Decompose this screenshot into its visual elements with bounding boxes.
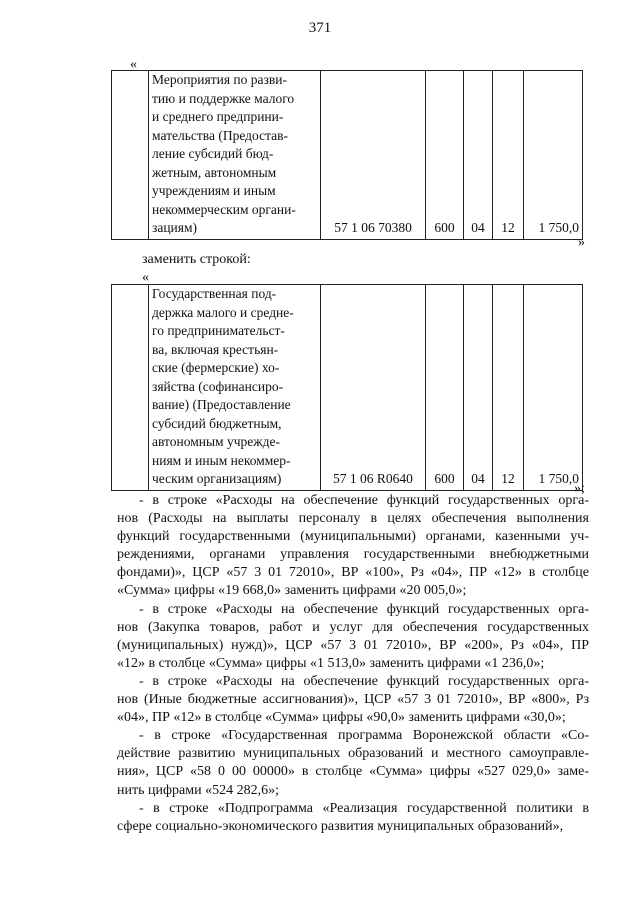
cell-pr: 12: [493, 71, 524, 240]
description-line: держка малого и средне-: [152, 304, 294, 320]
text-line: нов (Расходы на выплаты персоналу в целях обеспечения выполнения: [117, 511, 589, 527]
description-line: Мероприятия по разви-: [152, 72, 287, 87]
cell-csr: 57 1 06 R0640: [321, 285, 426, 491]
text-line: нов (Иные бюджетные ассигнования)», ЦСР «57 3 01 72010», ВР «800», Рз: [117, 692, 589, 708]
text-line: сфере социально-экономического развития муниципальных образований»,: [117, 818, 564, 834]
text-line: - в строке «Подпрограмма «Реализация государственной политики в: [139, 800, 589, 816]
page-number: 371: [308, 20, 332, 36]
close-quote-2: »;: [574, 481, 585, 496]
text-line: «12» в столбце «Сумма» цифры «1 513,0» заменить цифрами «1 236,0»;: [117, 655, 545, 671]
amendment-paragraph: [117, 492, 589, 601]
text-line: реждениями, органами управления государственными внебюджетными: [117, 547, 589, 563]
text-line: нов (Закупка товаров, работ и услуг для обеспечения государственных: [117, 619, 589, 635]
old-row-table: [111, 70, 583, 240]
table-row: [112, 285, 583, 491]
description-line: и среднего предприни-: [152, 109, 284, 124]
text-line: - в строке «Расходы на обеспечение функций государственных орга-: [139, 673, 589, 689]
cell-vr: 600: [426, 71, 464, 240]
description-line: автономным учрежде-: [152, 434, 280, 449]
text-line: действие развитию муниципальных образований и местного самоуправле-: [117, 746, 589, 762]
amendment-paragraph: [117, 727, 589, 799]
text-line: ния», ЦСР «58 0 00 00000» в столбце «Сумма» цифры «527 029,0» заме-: [117, 764, 589, 780]
open-quote-1: «: [130, 57, 137, 72]
description-line: зяйства (софинансиро-: [152, 378, 284, 394]
cell-sum: 1 750,0: [524, 285, 583, 491]
amendment-paragraph: [117, 601, 589, 673]
description-line: вание) (Предоставление: [152, 397, 291, 412]
open-quote-2: «: [142, 270, 149, 285]
text-line: фондами)», ЦСР «57 3 01 72010», ВР «100», Рз «04», ПР «12» в столбце: [117, 565, 589, 581]
cell-sum: 1 750,0: [524, 71, 583, 240]
amendment-text: [117, 492, 589, 836]
description-line: некоммерческим органи-: [152, 201, 296, 217]
description-line: Государственная под-: [152, 286, 277, 301]
description-line: жетным, автономным: [152, 164, 277, 180]
description-line: мательства (Предостав-: [152, 127, 289, 143]
close-quote-1: »: [578, 235, 585, 250]
text-line: «Сумма» цифры «19 668,0» заменить цифрами «20 005,0»;: [117, 583, 467, 599]
description-line: ские (фермерские) хо-: [152, 360, 280, 375]
text-line: - в строке «Государственная программа Воронежской области «Со-: [139, 728, 589, 744]
description-line: ление субсидий бюд-: [152, 146, 274, 161]
replace-label: заменить строкой:: [142, 252, 251, 267]
new-row-table: [111, 284, 583, 491]
cell-description: [149, 285, 321, 491]
description-line: учреждениям и иным: [152, 183, 276, 198]
text-line: «04», ПР «12» в столбце «Сумма» цифры «90,0» заменить цифрами «30,0»;: [117, 710, 566, 726]
cell-csr: 57 1 06 70380: [321, 71, 426, 240]
cell-empty: [112, 285, 149, 491]
description-line: го предпринимательст-: [152, 323, 285, 338]
amendment-paragraph: [117, 800, 589, 836]
description-line: зациям): [152, 220, 198, 235]
cell-rz: 04: [464, 71, 493, 240]
cell-description: [149, 71, 321, 240]
text-line: нить цифрами «524 282,6»;: [117, 782, 279, 798]
text-line: (муниципальных) нужд)», ЦСР «57 3 01 72010», ВР «200», Рз «04», ПР: [117, 637, 589, 653]
text-line: функций государственными (муниципальными) органами, казенными уч-: [117, 529, 589, 545]
table-row: [112, 71, 583, 240]
text-line: - в строке «Расходы на обеспечение функций государственных орга-: [139, 601, 589, 617]
description-line: ниям и иным некоммер-: [152, 452, 291, 468]
description-line: субсидий бюджетным,: [152, 415, 282, 431]
cell-pr: 12: [493, 285, 524, 491]
description-line: ва, включая крестьян-: [152, 341, 279, 357]
cell-vr: 600: [426, 285, 464, 491]
description-line: ческим организациям): [152, 471, 282, 486]
cell-empty: [112, 71, 149, 240]
text-line: - в строке «Расходы на обеспечение функций государственных орга-: [139, 493, 589, 508]
amendment-paragraph: [117, 673, 589, 727]
description-line: тию и поддержке малого: [152, 90, 295, 106]
cell-rz: 04: [464, 285, 493, 491]
